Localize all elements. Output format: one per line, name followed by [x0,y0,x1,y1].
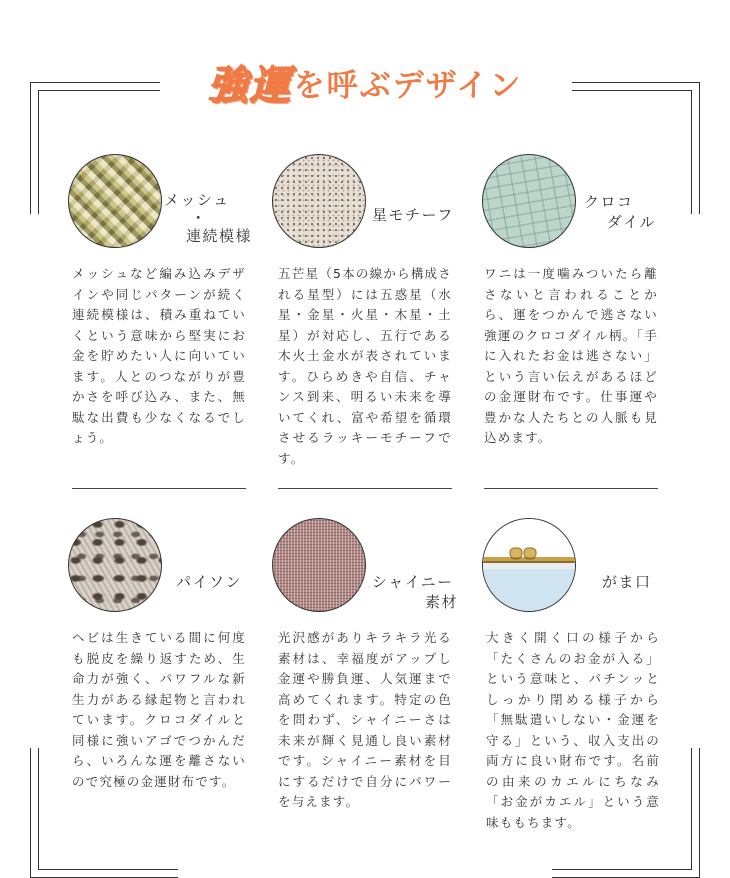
divider [278,488,452,489]
title-highlight: 強運 [207,63,292,109]
item-label-python: パイソン [176,573,243,591]
item-desc-mesh: メッシュなど編み込みデザインや同じパターンが続く連続模様は、積み重ねていくという意味から堅実にお金を貯めたい人に向いています。人とのつながりが豊かさを呼び込み、また、無駄な出費も少なくなるでしょう。 [72,266,246,445]
item-desc-gamaguchi: 大きく開く口の様子から「たくさんのお金が入る」という意味と、パチンッとしっかり閉める様子から「無駄遣いしない・金運を守る」という、収入支出の両方に良い財布です。名前の由来のカエルにちなみ「お金がカエル」という意味ももちます。 [486,630,660,830]
item-label-croco: クロコ ダイル [584,193,656,231]
python-leather-swatch-icon [68,518,162,612]
page-title [0,54,730,111]
divider [72,488,246,489]
item-label-star: 星モチーフ [372,206,454,224]
star-stud-leather-swatch-icon [272,154,366,248]
divider [484,488,658,489]
item-desc-croco: ワニは一度噛みついたら離さないと言われることから、運をつかんで逃さない強運のクロコダイル柄。「手に入れたお金は逃さない」という言い伝えがあるほどの金運財布です。仕事運や豊かな人たちとの人脈も見込めます。 [484,266,658,445]
shiny-leather-swatch-icon [272,518,366,612]
item-label-mesh: メッシュ ・ 連続模様 [164,191,252,245]
item-desc-star: 五芒星（5本の線から構成される星型）には五惑星（水星・金星・火星・木星・土星）が対応し、五行である木火土金水が表されています。ひらめきや自信、チャンス到来、明るい未来を導いてくれ、富や希望を循環させるラッキーモチーフです。 [278,266,452,466]
item-label-shiny: シャイニー 素材 [372,573,458,611]
mesh-leather-swatch-icon [68,154,162,248]
clasp-purse-photo-icon [482,518,576,612]
crocodile-leather-swatch-icon [482,154,576,248]
item-desc-python: ヘビは生きている間に何度も脱皮を繰り返すため、生命力が強く、パワフルな新生力がある縁起物と言われています。クロコダイルと同様に強いアゴでつかんだら、いろんな運を離さないので究極の金運財布です。 [72,630,246,789]
item-desc-shiny: 光沢感がありキラキラ光る素材は、幸福度がアップし金運や勝負運、人気運まで高めてくれます。特定の色を問わず、シャイニーさは未来が輝く見通し良い素材です。シャイニー素材を目にするだけで自分にパワーを与えます。 [278,630,452,809]
item-label-gamaguchi: がま口 [602,573,652,591]
title-rest: を呼ぶデザイン [293,68,523,104]
